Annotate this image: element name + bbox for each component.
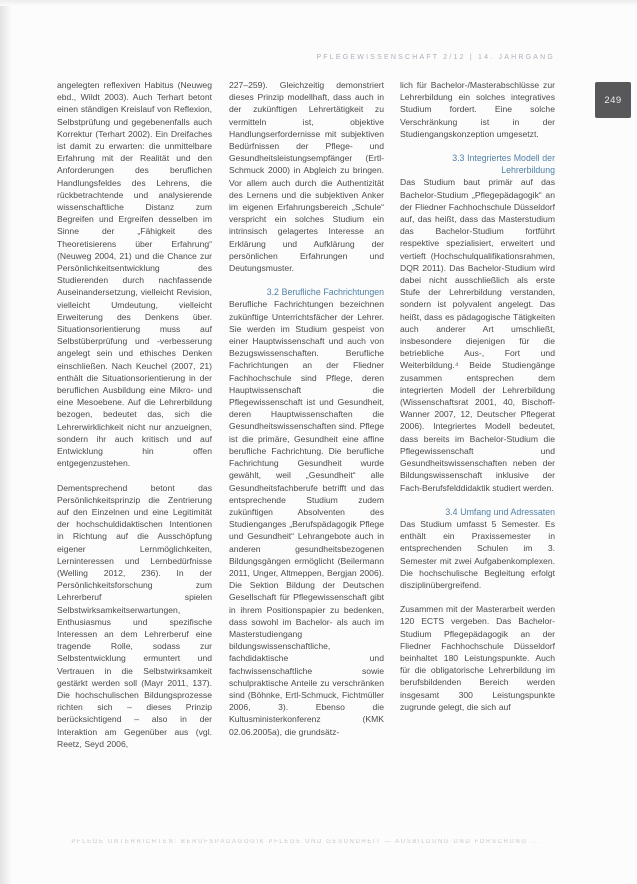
body-paragraph: Zusammen mit der Masterarbeit werden 120 ECTS vergeben. Das Bachelor-Studium Pflegepädagogik an der Fliedner Fachhochschule Düsseldorf beinhaltet 180 Leistungspunkte. Auch für die obligatorische Lehrerbildung im berufsbildenden Bereich werden insgesamt 300 Leistungspunkte zugrunde gelegt, die sich auf xyxy=(400,604,555,712)
text-column-3 xyxy=(400,79,555,841)
section-heading-3-2: 3.2 Berufliche Fachrichtungen xyxy=(266,287,384,298)
text-column-2 xyxy=(229,79,384,841)
body-paragraph: Das Studium umfasst 5 Semester. Es enthält ein Praxissemester in entsprechenden Schulen im 3. Semester mit zwei Aufgabenkomplexen. Die hochschulische Begleitung erfolgt disziplinübergreifend. xyxy=(400,518,555,590)
scan-edge-shadow xyxy=(0,0,12,884)
body-paragraph: 227–259). Gleichzeitig demonstriert dieses Prinzip modellhaft, dass auch in der zukünftigen Lehrertätigkeit zu vermitteln ist, objektive Handlungserfordernisse mit subjektiven Bedürfnissen der Pflege- und Gesundheitsleistungsempfänger (Ertl-Schmuck 2000) in Abgleich zu bringen. Vor allem auch durch die Authentizität des Lernens und die subjektiven Anker im eigenen Erfahrungsbereich „Schule“ verspricht ein solches Studium ein intrinsisch gelagertes Interesse an Erklärung und Aufklärung der persönlichen Erfahrungen und Deutungsmuster. xyxy=(229,80,384,274)
body-paragraph: angelegten reflexiven Habitus (Neuweg ebd., Wildt 2003). Auch Terhart betont einen ständigen Kreislauf von Reflexion, Selbstprüfung und gegebenenfalls auch Korrektur (Terhart 2002). Ein Dreifaches ist damit zu erwarten: die unmittelbare Erfahrung mit der Realität und den Anforderungen des beruflichen Handlungsfeldes des Lehrens, die rückbetrachtende und analysierende wissenschaftliche Distanz zum Begreifen und Ergreifen desselben im Sinne der „Fähigkeit des Theoretisierens über Erfahrung“ (Neuweg 2004, 21) und die Chance zur Persönlichkeitsentwicklung des Studierenden durch nachfassende Auseinandersetzung, vielleicht Revision, vielleicht Umdeutung, vielleicht Erweiterung des Denkens über. Situationsorientierung muss auf Selbstüberprüfung und -verbesserung angelegt sein und ethisches Denken einschließen. Nach Keuchel (2007, 21) enthält die Situationsorientierung in der beruflichen Ausbildung eine Mikro- und eine Mesoebene. Auf die Lehrerbildung bezogen, bedeutet das, sich die Lehrerwirklichkeit nicht nur anzueignen, sondern ihr auch kritisch und auf Entwicklung hin offen entgegenzustehen. xyxy=(57,80,212,469)
running-footer: PFLEGE UNTERRICHTEN: BERUFSPÄDAGOGIK PFLEGE UND GESUNDHEIT — AUSBILDUNG UND FORSCHUNG ... xyxy=(71,839,541,845)
page-number-badge: 249 xyxy=(595,82,631,118)
running-header: PFLEGEWISSENSCHAFT 2/12 | 14. JAHRGANG xyxy=(316,54,555,61)
body-paragraph: lich für Bachelor-/Masterabschlüsse zur Lehrerbildung ein solches integratives Studium fordert. Eine solche Verschränkung ist in der Studiengangskonzeption umgesetzt. xyxy=(400,80,555,139)
body-paragraph: Das Studium baut primär auf das Bachelor-Studium „Pflegepädagogik“ an der Fliedner Fachhochschule Düsseldorf auf, das heißt, dass das Masterstudium das Bachelor-Studium fortführt respektive spezialisiert, erweitert und vertieft (Hochschulqualifikationsrahmen, DQR 2011). Das Bachelor-Studium wird dabei nicht ausschließlich als erste Stufe der Lehrerbildung verstanden, sondern ist polyvalent angelegt. Das heißt, dass es pädagogische Tätigkeiten auch anderer Art umschließt, insbesondere diejenigen für die betriebliche Aus-, Fort und Weiterbildung.⁴ Beide Studiengänge zusammen entsprechen dem integrierten Modell der Lehrerbildung (Wissenschaftsrat 2001, 40, Bischoff-Wanner 2007, 12, Deutscher Pflegerat 2006). Integriertes Modell bedeutet, dass bereits im Bachelor-Studium die Pflegewissenschaft und Gesundheitswissenschaften neben der Bildungswissenschaft inklusive der Fach-Berufsfelddidaktik studiert werden. xyxy=(400,177,555,493)
scan-top-shadow xyxy=(0,0,637,6)
body-paragraph: Dementsprechend betont das Persönlichkeitsprinzip die Zentrierung auf den Einzelnen und eine Legitimität der hochschuldidaktischen Intentionen in Richtung auf die Ausschöpfung eigener Lernmöglichkeiten, Lerninteressen und Lernbedürfnisse (Welling 2012, 236). In der Persönlichkeitsforschung zum Lehrerberuf spielen Selbstwirksamkeitserwartungen, Enthusiasmus und spezifische Interessen an dem Lehrerberuf eine tragende Rolle, sodass zur Selbstentwicklung ermuntert und Vertrauen in die Selbstwirksamkeit gestärkt werden soll (Mayr 2011, 137). Die hochschulischen Bildungsprozesse richten sich – dieses Prinzip berücksichtigend – also in der Interaktion am Gegenüber aus (vgl. Reetz, Seyd 2006, xyxy=(57,482,212,749)
text-column-1 xyxy=(57,79,212,841)
section-heading-3-4: 3.4 Umfang und Adressaten xyxy=(445,506,555,517)
body-paragraph: Berufliche Fachrichtungen bezeichnen zukünftige Unterrichtsfächer der Lehrer. Sie werden im Studium gespeist von einer Hauptwissenschaft und auch von Bezugswissenschaften. Berufliche Fachrichtungen an der Fliedner Fachhochschule sind Pflege, deren Hauptwissenschaft die Pflegewissenschaft ist und Gesundheit, deren Hauptwissenschaften die Gesundheitswissenschaften sind. Pflege ist die primäre, Gesundheit eine affine berufliche Fachrichtung. Die berufliche Fachrichtung Gesundheit wurde gewählt, weil „Gesundheit“ alle Gesundheitsfachberufe betrifft und das entsprechende Studium zudem zukünftigen Absolventen des Studienganges „Berufspädagogik Pflege und Gesundheit“ Lehrangebote auch in anderen gesundheitsbezogenen Bildungsgängen ermöglicht (Beilermann 2011, Unger, Altmeppen, Bergjan 2006). Die Sektion Bildung der Deutschen Gesellschaft für Pflegewissenschaft gibt in ihrem Positionspapier zu bedenken, dass sowohl im Bachelor- als auch im Masterstudiengang bildungswissenschaftliche, fachdidaktische und fachwissenschaftliche sowie schulpraktische Anteile zu verschränken sind (Böhnke, Ertl-Schmuck, Fichtmüller 2006, 3). Ebenso die Kultusministerkonferenz (KMK 02.06.2005a), die grundsätz- xyxy=(229,299,384,737)
section-heading-3-3: 3.3 Integriertes Modell der Lehrerbildung xyxy=(452,153,555,176)
